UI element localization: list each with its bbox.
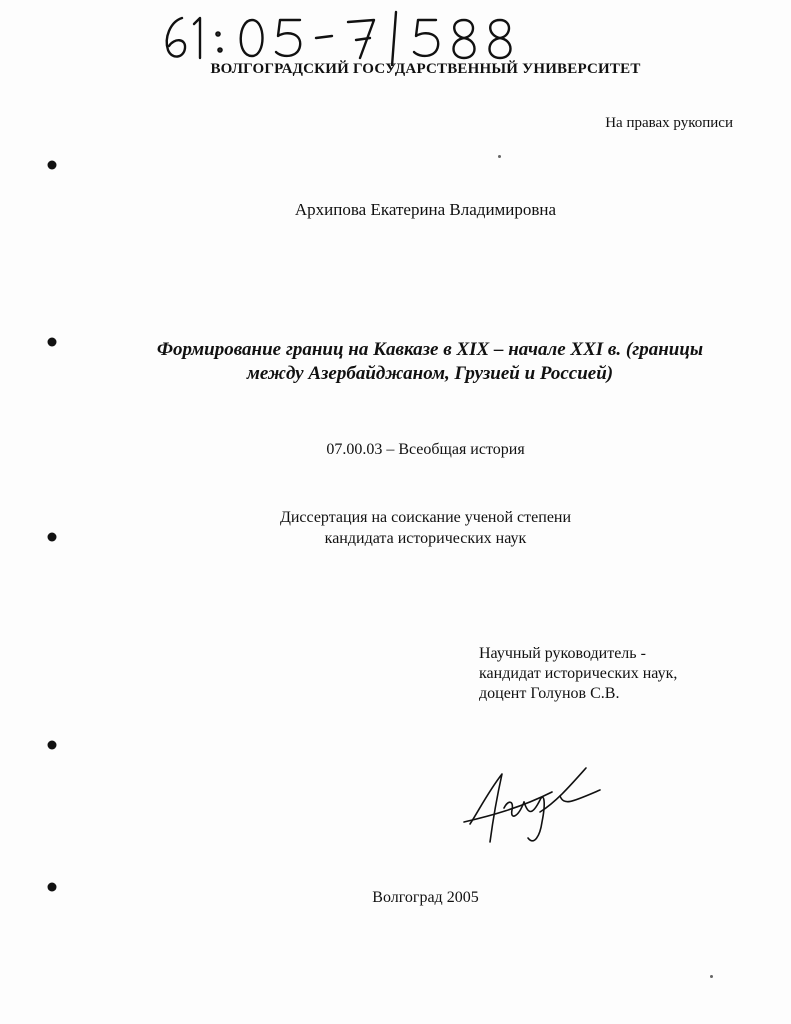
degree-line-2: кандидата исторических наук	[324, 530, 527, 547]
degree-statement	[0, 507, 791, 549]
manuscript-rights-note: На правах рукописи	[605, 115, 733, 131]
scan-speck	[498, 155, 501, 158]
university-name: ВОЛГОГРАДСКИЙ ГОСУДАРСТВЕННЫЙ УНИВЕРСИТЕТ	[210, 61, 641, 77]
dissertation-title	[120, 338, 740, 386]
binding-hole-mark	[46, 335, 58, 347]
supervisor-line-1: Научный руководитель -	[479, 645, 646, 662]
binding-hole-mark	[46, 738, 58, 750]
degree-line-1: Диссертация на соискание ученой степени	[279, 509, 572, 526]
handwritten-archive-code	[160, 8, 560, 66]
supervisor-line-2: кандидат исторических наук,	[479, 665, 678, 682]
specialty-code: 07.00.03 – Всеобщая история	[326, 441, 525, 458]
title-line-2: между Азербайджаном, Грузией и Россией)	[246, 363, 614, 384]
author-name: Архипова Екатерина Владимировна	[294, 200, 557, 219]
scan-speck	[710, 975, 713, 978]
title-line-1: Формирование границ на Кавказе в XIX – начале XXI в. (границы	[156, 339, 704, 360]
city-and-year: Волгоград 2005	[372, 889, 479, 906]
supervisor-line-3: доцент Голунов С.В.	[479, 685, 620, 702]
handwritten-code-drawing	[160, 8, 560, 66]
supervisor-block	[479, 644, 677, 704]
binding-hole-mark	[46, 158, 58, 170]
signature-drawing	[460, 762, 610, 848]
signature	[460, 762, 610, 848]
